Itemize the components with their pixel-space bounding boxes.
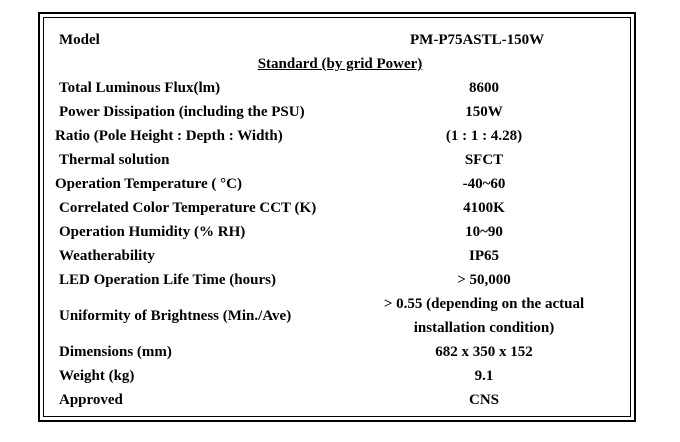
- spec-value: (1 : 1 : 4.28): [445, 128, 523, 144]
- spec-value: CNS: [468, 392, 499, 408]
- spec-value: IP65: [469, 248, 499, 264]
- spec-label: Power Dissipation (including the PSU): [59, 104, 305, 120]
- spec-row-power-dissipation: [0, 100, 680, 124]
- spec-value-line: > 0.55 (depending on the actual: [383, 296, 585, 312]
- model-row: [0, 28, 680, 52]
- spec-label: Total Luminous Flux(lm): [59, 80, 221, 96]
- spec-label: Weatherability: [59, 248, 155, 264]
- spec-value: 682 x 350 x 152: [435, 344, 533, 360]
- spec-value: 4100K: [463, 200, 505, 216]
- spec-label: Operation Humidity (% RH): [59, 224, 246, 240]
- spec-label: Uniformity of Brightness (Min./Ave): [59, 308, 292, 324]
- spec-label: Thermal solution: [59, 152, 170, 168]
- spec-row-humidity: [0, 220, 680, 244]
- spec-row-ratio: [0, 124, 680, 148]
- spec-row-operation-temperature: [0, 172, 680, 196]
- spec-row-dimensions: [0, 340, 680, 364]
- spec-value: [302, 292, 666, 340]
- spec-value: 9.1: [474, 368, 494, 384]
- spec-value: 150W: [465, 104, 503, 120]
- model-label: Model: [59, 32, 100, 48]
- spec-row-weatherability: [0, 244, 680, 268]
- spec-value: -40~60: [462, 176, 506, 192]
- spec-value: 8600: [469, 80, 499, 96]
- spec-value: 10~90: [465, 224, 503, 240]
- spec-label: Weight (kg): [59, 368, 135, 384]
- standard-heading: Standard (by grid Power): [257, 56, 423, 72]
- standard-heading-row: [0, 52, 680, 76]
- spec-label: LED Operation Life Time (hours): [59, 272, 276, 288]
- spec-row-cct: [0, 196, 680, 220]
- spec-value: SFCT: [464, 152, 504, 168]
- spec-label: Operation Temperature ( °C): [55, 176, 242, 192]
- spec-row-thermal-solution: [0, 148, 680, 172]
- spec-row-life-time: [0, 268, 680, 292]
- spec-label: Approved: [59, 392, 123, 408]
- spec-label: Correlated Color Temperature CCT (K): [59, 200, 317, 216]
- spec-value-line: installation condition): [413, 320, 555, 336]
- spec-row-luminous-flux: [0, 76, 680, 100]
- spec-row-weight: [0, 364, 680, 388]
- model-value: PM-P75ASTL-150W: [410, 32, 545, 48]
- spec-label: Dimensions (mm): [59, 344, 172, 360]
- spec-row-approved: [0, 388, 680, 412]
- spec-label: Ratio (Pole Height : Depth : Width): [55, 128, 283, 144]
- spec-row-uniformity: [0, 292, 680, 340]
- spec-value: > 50,000: [457, 272, 511, 288]
